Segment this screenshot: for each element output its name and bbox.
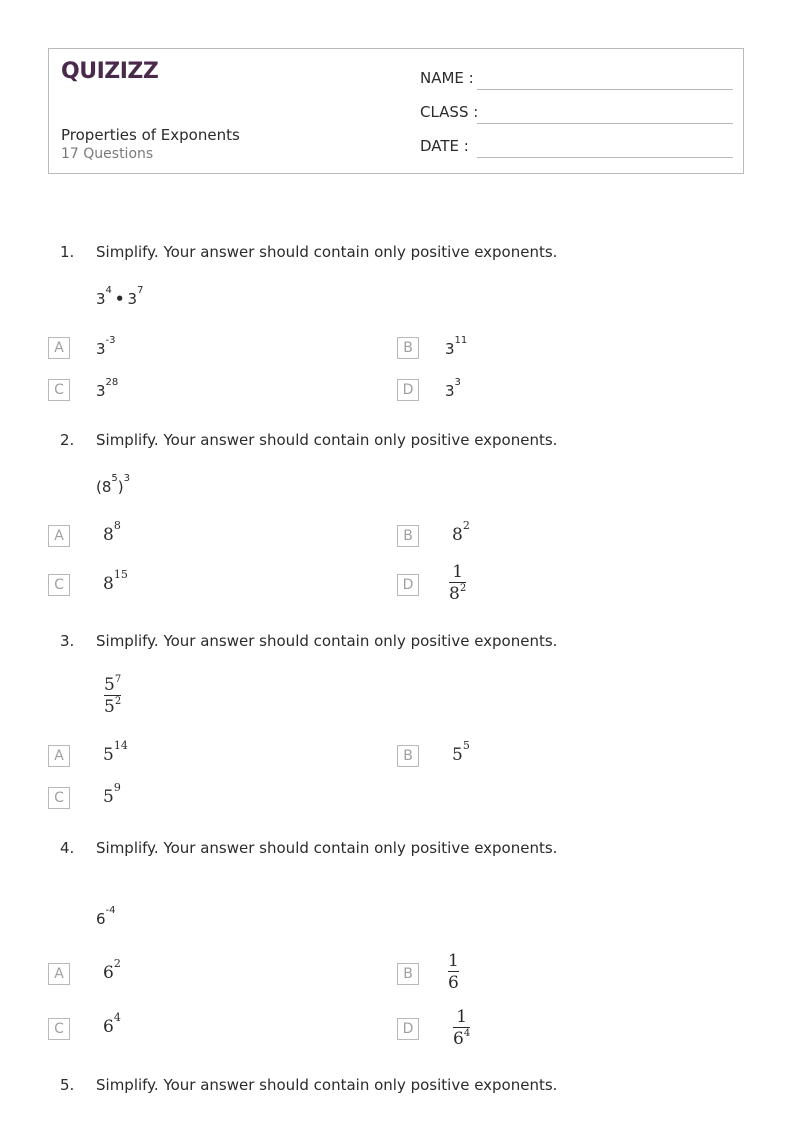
- option-c-box[interactable]: C: [48, 1018, 70, 1040]
- name-label: NAME :: [420, 69, 474, 87]
- class-field[interactable]: [477, 123, 733, 124]
- question-expression: $3^4$ • $3^7$: [96, 285, 144, 308]
- option-b-box[interactable]: B: [397, 525, 419, 547]
- option-a-answer: $8^8$: [103, 519, 121, 545]
- question-text: Simplify. Your answer should contain only positive exponents.: [96, 431, 558, 449]
- option-a-answer: $5^{14}$: [103, 739, 128, 765]
- option-d-answer: $3^3$: [445, 377, 461, 400]
- question-expression: $6^{-4}$: [96, 905, 116, 928]
- option-d-fraction: 1 $6^4$: [453, 1007, 471, 1049]
- question-number: 5.: [60, 1076, 75, 1094]
- option-b-box[interactable]: B: [397, 963, 419, 985]
- option-d-box[interactable]: D: [397, 1018, 419, 1040]
- option-c-answer: $5^9$: [103, 781, 121, 807]
- option-a-answer: $3^{-3}$: [96, 335, 116, 358]
- quizizz-logo: QUIZIZZ: [61, 59, 159, 84]
- question-text: Simplify. Your answer should contain only positive exponents.: [96, 632, 558, 650]
- question-expression: $(8^5)^3$: [96, 473, 131, 496]
- option-a-box[interactable]: A: [48, 337, 70, 359]
- date-label: DATE :: [420, 137, 469, 155]
- option-c-answer: $6^4$: [103, 1011, 121, 1037]
- option-d-box[interactable]: D: [397, 574, 419, 596]
- question-expression: $5^7$ $5^2$: [104, 674, 122, 717]
- question-number: 3.: [60, 632, 75, 650]
- option-b-fraction: 1 6: [448, 951, 459, 993]
- question-number: 4.: [60, 839, 75, 857]
- option-b-answer: $3^{11}$: [445, 335, 468, 358]
- option-a-box[interactable]: A: [48, 963, 70, 985]
- option-d-fraction: 1 $8^2$: [449, 562, 467, 604]
- worksheet-title: Properties of Exponents: [61, 126, 240, 144]
- question-text: Simplify. Your answer should contain only positive exponents.: [96, 243, 558, 261]
- option-a-box[interactable]: A: [48, 525, 70, 547]
- class-label: CLASS :: [420, 103, 479, 121]
- option-d-box[interactable]: D: [397, 379, 419, 401]
- question-text: Simplify. Your answer should contain only positive exponents.: [96, 1076, 558, 1094]
- date-field[interactable]: [477, 157, 733, 158]
- question-number: 1.: [60, 243, 75, 261]
- option-b-answer: $8^2$: [452, 519, 470, 545]
- option-a-answer: $6^2$: [103, 957, 121, 983]
- option-c-box[interactable]: C: [48, 379, 70, 401]
- question-number: 2.: [60, 431, 75, 449]
- worksheet-header: [48, 48, 744, 174]
- option-c-box[interactable]: C: [48, 787, 70, 809]
- name-field[interactable]: [477, 89, 733, 90]
- option-c-answer: $8^{15}$: [103, 568, 128, 594]
- option-b-box[interactable]: B: [397, 745, 419, 767]
- option-b-box[interactable]: B: [397, 337, 419, 359]
- question-count: 17 Questions: [61, 146, 154, 162]
- option-b-answer: $5^5$: [452, 739, 470, 765]
- question-text: Simplify. Your answer should contain only positive exponents.: [96, 839, 558, 857]
- option-a-box[interactable]: A: [48, 745, 70, 767]
- option-c-answer: $3^{28}$: [96, 377, 119, 400]
- option-c-box[interactable]: C: [48, 574, 70, 596]
